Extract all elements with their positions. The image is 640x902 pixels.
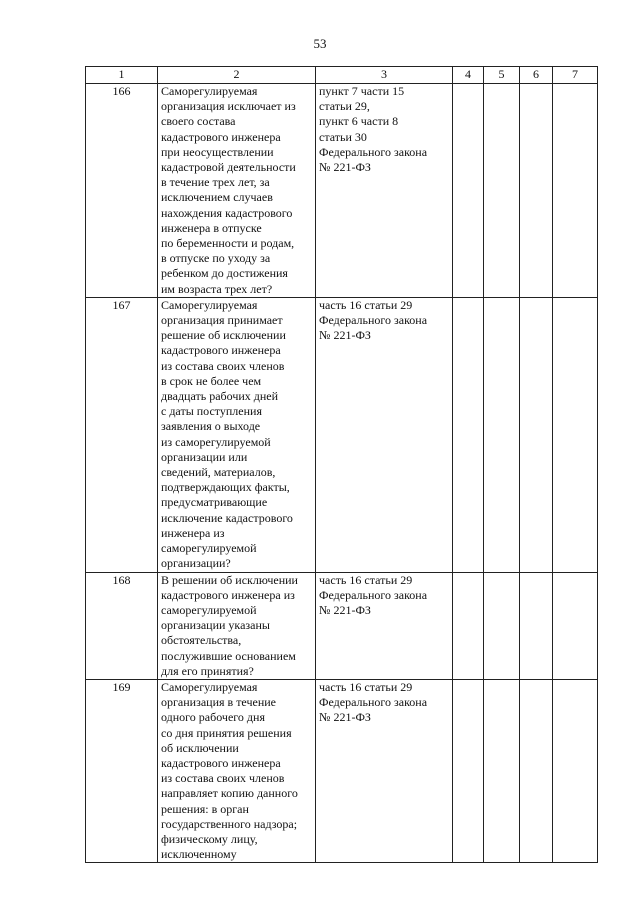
column-header-7: 7 xyxy=(553,67,598,84)
table-row xyxy=(86,84,598,298)
row-number: 169 xyxy=(86,679,158,862)
answer-cell-7 xyxy=(553,572,598,679)
checklist-table xyxy=(85,66,598,863)
legal-reference: часть 16 статьи 29 Федерального закона № 221-ФЗ xyxy=(316,297,453,572)
legal-reference: часть 16 статьи 29 Федерального закона № 221-ФЗ xyxy=(316,572,453,679)
answer-cell-6 xyxy=(520,572,553,679)
requirement-text: В решении об исключении кадастрового инженера из саморегулируемой организации указаны обстоятельства, послужившие основанием для его принятия? xyxy=(158,572,316,679)
page-number: 53 xyxy=(313,36,327,51)
column-header-4: 4 xyxy=(453,67,484,84)
row-number: 168 xyxy=(86,572,158,679)
column-header-1: 1 xyxy=(86,67,158,84)
answer-cell-6 xyxy=(520,297,553,572)
answer-cell-4 xyxy=(453,297,484,572)
header-row xyxy=(86,67,598,84)
answer-cell-4 xyxy=(453,572,484,679)
column-header-2: 2 xyxy=(158,67,316,84)
answer-cell-4 xyxy=(453,679,484,862)
requirement-text: Саморегулируемая организация принимает решение об исключении кадастрового инженера из состава своих членов в срок не более чем двадцать рабочих дней с даты поступления заявления о выходе из саморегулируемой организации или сведений, материалов, подтверждающих факты, предусматривающие исключение кадастрового инженера из саморегулируемой организации? xyxy=(158,297,316,572)
answer-cell-4 xyxy=(453,84,484,298)
answer-cell-7 xyxy=(553,679,598,862)
table-row xyxy=(86,297,598,572)
column-header-5: 5 xyxy=(484,67,520,84)
table-row xyxy=(86,679,598,862)
answer-cell-7 xyxy=(553,297,598,572)
column-header-6: 6 xyxy=(520,67,553,84)
row-number: 166 xyxy=(86,84,158,298)
requirement-text: Саморегулируемая организация в течение одного рабочего дня со дня принятия решения об исключении кадастрового инженера из состава своих членов направляет копию данного решения: в орган государственного надзора; физическому лицу, исключенному xyxy=(158,679,316,862)
column-header-3: 3 xyxy=(316,67,453,84)
answer-cell-5 xyxy=(484,297,520,572)
answer-cell-5 xyxy=(484,679,520,862)
legal-reference: пункт 7 части 15 статьи 29, пункт 6 части 8 статьи 30 Федерального закона № 221-ФЗ xyxy=(316,84,453,298)
table-row xyxy=(86,572,598,679)
answer-cell-6 xyxy=(520,679,553,862)
answer-cell-5 xyxy=(484,84,520,298)
row-number: 167 xyxy=(86,297,158,572)
legal-reference: часть 16 статьи 29 Федерального закона № 221-ФЗ xyxy=(316,679,453,862)
requirement-text: Саморегулируемая организация исключает из своего состава кадастрового инженера при неосуществлении кадастровой деятельности в течение трех лет, за исключением случаев нахождения кадастрового инженера в отпуске по беременности и родам, в отпуске по уходу за ребенком до достижения им возраста трех лет? xyxy=(158,84,316,298)
answer-cell-5 xyxy=(484,572,520,679)
answer-cell-7 xyxy=(553,84,598,298)
answer-cell-6 xyxy=(520,84,553,298)
